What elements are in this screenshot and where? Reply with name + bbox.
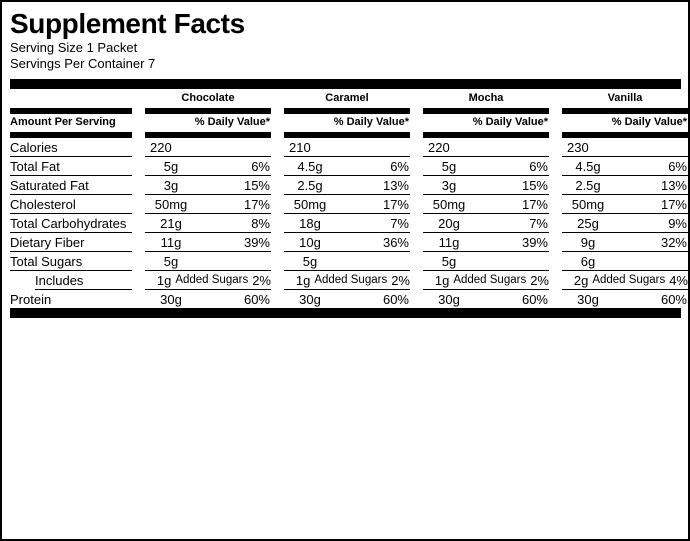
amount-value: 230 — [567, 139, 589, 155]
added-sugars-label: Added Sugars — [592, 274, 666, 286]
flavor-header-vanilla: Vanilla — [607, 92, 643, 104]
daily-value: 17% — [660, 196, 687, 212]
daily-value: 39% — [243, 234, 270, 250]
value-cell-vanilla-saturated-fat — [562, 176, 688, 195]
amount-per-serving-header: Amount Per Serving — [10, 108, 132, 138]
flavor-header-caramel: Caramel — [325, 92, 369, 104]
value-cell-caramel-dietary-fiber — [284, 233, 410, 252]
added-sugars-amount: 2g — [573, 272, 589, 288]
amount-value: 220 — [428, 139, 450, 155]
value-cell-mocha-total-sugars — [423, 252, 549, 271]
value-cell-mocha-total-carbohydrates — [423, 214, 549, 233]
value-cell-caramel-protein — [284, 290, 410, 308]
value-cell-mocha-saturated-fat — [423, 176, 549, 195]
value-cell-mocha-total-fat — [423, 157, 549, 176]
added-sugars-amount: 1g — [156, 272, 172, 288]
value-cell-caramel-includes — [284, 271, 410, 290]
daily-value: 17% — [521, 196, 548, 212]
value-cell-caramel-cholesterol — [284, 195, 410, 214]
value-cell-vanilla-dietary-fiber — [562, 233, 688, 252]
daily-value: 15% — [243, 177, 270, 193]
servings-per-container: Servings Per Container 7 — [10, 56, 156, 71]
amount-value: 220 — [150, 139, 172, 155]
daily-value: 60% — [660, 291, 687, 307]
daily-value: 36% — [382, 234, 409, 250]
value-cell-chocolate-total-fat — [145, 157, 271, 176]
amount-value: 18g — [299, 215, 321, 231]
row-label-includes: Includes — [35, 271, 132, 290]
daily-value: 8% — [251, 215, 270, 231]
daily-value: 32% — [660, 234, 687, 250]
amount-value: 4.5g — [297, 158, 323, 174]
amount-value: 30g — [438, 291, 460, 307]
added-sugars-amount: 1g — [295, 272, 311, 288]
amount-value: 2.5g — [575, 177, 601, 193]
row-label-total-sugars: Total Sugars — [10, 252, 132, 271]
value-cell-vanilla-includes — [562, 271, 688, 290]
added-sugars-daily-value: 4% — [669, 272, 688, 288]
amount-value: 25g — [577, 215, 599, 231]
amount-value: 4.5g — [575, 158, 601, 174]
daily-value: 6% — [251, 158, 270, 174]
added-sugars-label: Added Sugars — [175, 274, 249, 286]
value-cell-chocolate-includes — [145, 271, 271, 290]
row-label-calories: Calories — [10, 138, 132, 157]
value-cell-vanilla-total-fat — [562, 157, 688, 176]
daily-value: 13% — [660, 177, 687, 193]
amount-value: 50mg — [571, 196, 605, 212]
divider-bar-top — [10, 79, 681, 89]
amount-value: 50mg — [293, 196, 327, 212]
daily-value: 60% — [243, 291, 270, 307]
table-corner-spacer — [10, 89, 132, 108]
daily-value: 17% — [243, 196, 270, 212]
daily-value-header-vanilla: % Daily Value* — [562, 108, 688, 138]
added-sugars-daily-value: 2% — [530, 272, 549, 288]
panel-content — [2, 2, 688, 318]
amount-value: 11g — [438, 234, 460, 250]
daily-value-header-caramel: % Daily Value* — [284, 108, 410, 138]
amount-value: 210 — [289, 139, 311, 155]
value-cell-caramel-calories — [284, 138, 410, 157]
amount-value: 50mg — [432, 196, 466, 212]
amount-value: 10g — [299, 234, 321, 250]
daily-value: 17% — [382, 196, 409, 212]
row-label-dietary-fiber: Dietary Fiber — [10, 233, 132, 252]
value-cell-caramel-saturated-fat — [284, 176, 410, 195]
amount-value: 30g — [160, 291, 182, 307]
value-cell-mocha-includes — [423, 271, 549, 290]
value-cell-mocha-dietary-fiber — [423, 233, 549, 252]
daily-value: 9% — [668, 215, 687, 231]
value-cell-chocolate-saturated-fat — [145, 176, 271, 195]
value-cell-caramel-total-sugars — [284, 252, 410, 271]
amount-value: 3g — [441, 177, 457, 193]
amount-value: 5g — [441, 253, 457, 269]
daily-value: 13% — [382, 177, 409, 193]
amount-value: 6g — [580, 253, 596, 269]
daily-value-header-mocha: % Daily Value* — [423, 108, 549, 138]
daily-value: 60% — [521, 291, 548, 307]
value-cell-vanilla-total-sugars — [562, 252, 688, 271]
amount-value: 5g — [441, 158, 457, 174]
amount-value: 50mg — [154, 196, 188, 212]
value-cell-vanilla-cholesterol — [562, 195, 688, 214]
amount-value: 9g — [580, 234, 596, 250]
daily-value: 39% — [521, 234, 548, 250]
value-cell-vanilla-total-carbohydrates — [562, 214, 688, 233]
amount-value: 5g — [163, 158, 179, 174]
flavor-header-mocha: Mocha — [468, 92, 504, 104]
amount-value: 5g — [163, 253, 179, 269]
value-cell-chocolate-total-sugars — [145, 252, 271, 271]
serving-size: Serving Size 1 Packet — [10, 40, 138, 55]
flavor-header-chocolate: Chocolate — [181, 92, 235, 104]
added-sugars-daily-value: 2% — [252, 272, 271, 288]
daily-value: 60% — [382, 291, 409, 307]
daily-value: 6% — [390, 158, 409, 174]
row-label-cholesterol: Cholesterol — [10, 195, 132, 214]
amount-value: 21g — [160, 215, 182, 231]
row-label-total-carbohydrates: Total Carbohydrates — [10, 214, 132, 233]
amount-value: 2.5g — [297, 177, 323, 193]
daily-value: 6% — [668, 158, 687, 174]
daily-value: 7% — [390, 215, 409, 231]
value-cell-chocolate-cholesterol — [145, 195, 271, 214]
facts-table — [10, 89, 688, 308]
row-label-total-fat: Total Fat — [10, 157, 132, 176]
divider-bar-bottom — [10, 308, 681, 318]
value-cell-chocolate-calories — [145, 138, 271, 157]
daily-value: 7% — [529, 215, 548, 231]
value-cell-caramel-total-fat — [284, 157, 410, 176]
added-sugars-daily-value: 2% — [391, 272, 410, 288]
value-cell-chocolate-dietary-fiber — [145, 233, 271, 252]
value-cell-mocha-cholesterol — [423, 195, 549, 214]
added-sugars-label: Added Sugars — [453, 274, 527, 286]
value-cell-chocolate-total-carbohydrates — [145, 214, 271, 233]
amount-value: 20g — [438, 215, 460, 231]
row-label-protein: Protein — [10, 291, 52, 307]
amount-value: 11g — [160, 234, 182, 250]
value-cell-mocha-protein — [423, 290, 549, 308]
added-sugars-label: Added Sugars — [314, 274, 388, 286]
value-cell-vanilla-protein — [562, 290, 688, 308]
page-title: Supplement Facts — [10, 8, 245, 39]
amount-value: 30g — [299, 291, 321, 307]
daily-value: 6% — [529, 158, 548, 174]
value-cell-caramel-total-carbohydrates — [284, 214, 410, 233]
value-cell-mocha-calories — [423, 138, 549, 157]
value-cell-vanilla-calories — [562, 138, 688, 157]
row-label-saturated-fat: Saturated Fat — [10, 176, 132, 195]
amount-value: 5g — [302, 253, 318, 269]
added-sugars-amount: 1g — [434, 272, 450, 288]
daily-value: 15% — [521, 177, 548, 193]
value-cell-chocolate-protein — [145, 290, 271, 308]
daily-value-header-chocolate: % Daily Value* — [145, 108, 271, 138]
amount-value: 3g — [163, 177, 179, 193]
amount-value: 30g — [577, 291, 599, 307]
